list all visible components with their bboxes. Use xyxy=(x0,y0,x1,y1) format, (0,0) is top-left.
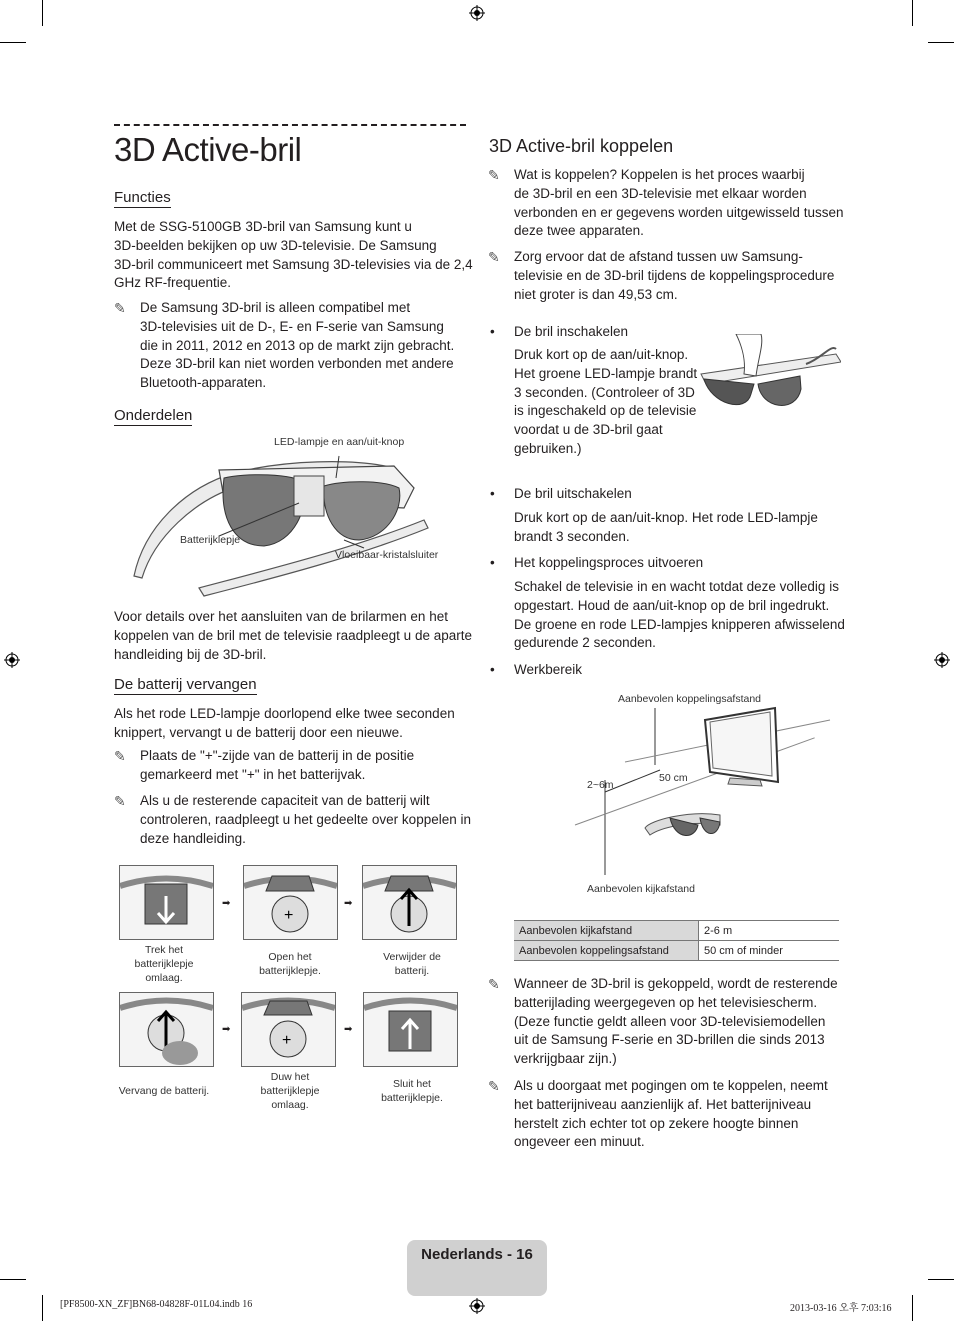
bullet-werkbereik xyxy=(490,662,583,677)
page-title: 3D Active-bril xyxy=(114,131,302,168)
text-line: controleren, raadpleegt u het gedeelte over koppelen in xyxy=(140,811,471,827)
text-line: batterijklepje xyxy=(134,958,194,970)
registration-mark-icon xyxy=(469,1298,485,1314)
koppelen-note-1 xyxy=(488,166,844,241)
label-battery-cover: Batterijklepje xyxy=(180,534,241,546)
text-line: opgestart. Houd de aan/uit-knop op de bril ingedrukt. xyxy=(514,597,830,613)
text-line: Druk kort op de aan/uit-knop. xyxy=(514,347,689,362)
text-line: Wanneer de 3D-bril is gekoppeld, wordt de resterende xyxy=(514,976,838,991)
text-line: televisie en de 3D-bril tijdens de koppelingsprocedure xyxy=(514,267,835,283)
text-line: Bluetooth-apparaten. xyxy=(140,375,267,391)
step-6-caption xyxy=(372,1077,452,1105)
text-line: deze handleiding. xyxy=(140,830,246,846)
text-line: gedurende 2 seconden. xyxy=(514,635,656,651)
functies-note xyxy=(114,299,455,393)
text-line: batterij. xyxy=(394,965,430,977)
details-text xyxy=(114,608,472,664)
text-line: Als het rode LED-lampje doorlopend elke twee seconden xyxy=(114,706,455,721)
step-arrow-icon: ➡ xyxy=(344,1024,353,1035)
bullet-bril-inschakelen xyxy=(490,324,629,339)
batterij-note-1 xyxy=(114,747,415,785)
pencil-note-icon: ✎ xyxy=(488,1078,500,1094)
text-line: Druk kort op de aan/uit-knop. Het rode LED-lampje xyxy=(514,510,818,525)
bullet3-text xyxy=(514,578,845,653)
text-line: koppelen van de bril met de televisie raadpleegt u de aparte xyxy=(114,627,472,643)
registration-mark-icon xyxy=(934,652,950,668)
battery-step-3-image xyxy=(362,865,457,940)
text-line: GHz RF-frequentie. xyxy=(114,275,232,291)
text-line: Wat is koppelen? Koppelen is het proces waarbij xyxy=(514,167,805,182)
bullet-title-text: Het koppelingsproces uitvoeren xyxy=(514,555,704,570)
label-2-6m: 2~6m xyxy=(587,779,614,791)
text-line: die in 2011, 2012 en 2013 op de markt zijn gebracht. xyxy=(140,337,455,353)
text-line: verkrijgbaar zijn.) xyxy=(514,1051,617,1067)
section-heading-batterij: De batterij vervangen xyxy=(114,676,257,693)
crop-mark xyxy=(928,42,954,43)
text-line: batterijklepje. xyxy=(381,1092,443,1104)
text-line: gebruiken.) xyxy=(514,440,582,456)
table-row xyxy=(514,941,839,961)
table-cell: 50 cm of minder xyxy=(699,941,840,961)
bullet-dot-icon: • xyxy=(490,486,495,501)
bullet-bril-uitschakelen xyxy=(490,486,632,501)
step-4-caption xyxy=(114,1084,214,1098)
section-heading-onderdelen: Onderdelen xyxy=(114,407,193,424)
text-line: verbonden en er gegevens worden uitgewisseld tussen xyxy=(514,204,844,220)
koppelen-note-4 xyxy=(488,1077,828,1152)
label-aanbevolen-kijkafstand: Aanbevolen kijkafstand xyxy=(587,883,695,895)
range-table xyxy=(514,920,839,961)
title-dashed-rule xyxy=(114,124,466,126)
text-line: gemarkeerd met "+" in het batterijvak. xyxy=(140,766,366,782)
text-line: brandt 3 seconden. xyxy=(514,528,630,544)
text-line: Deze 3D-bril kan niet worden verbonden met andere xyxy=(140,356,454,372)
text-line: De Samsung 3D-bril is alleen compatibel met xyxy=(140,300,411,315)
text-line: Open het xyxy=(268,951,312,963)
bullet-koppelingsproces xyxy=(490,555,704,570)
pencil-note-icon: ✎ xyxy=(488,249,500,265)
text-line: Als u de resterende capaciteit van de batterij wilt xyxy=(140,793,430,808)
koppelen-note-2 xyxy=(488,248,835,304)
text-line: batterijlading weergegeven op het televisiescherm. xyxy=(514,994,818,1010)
step-arrow-icon: ➡ xyxy=(222,898,231,909)
bullet1-text xyxy=(514,346,697,459)
glasses-parts-illustration xyxy=(124,448,454,598)
crop-mark xyxy=(912,0,913,26)
text-line: Met de SSG-5100GB 3D-bril van Samsung kunt u xyxy=(114,219,412,234)
table-cell: Aanbevolen kijkafstand xyxy=(514,921,699,941)
step-arrow-icon: ➡ xyxy=(344,898,353,909)
text-line: Plaats de "+"-zijde van de batterij in de positie xyxy=(140,748,415,763)
table-cell: 2-6 m xyxy=(699,921,840,941)
text-line: handleiding bij de 3D-bril. xyxy=(114,646,267,662)
label-50cm: 50 cm xyxy=(659,772,688,784)
crop-mark xyxy=(912,1295,913,1321)
text-line: niet groter is dan 49,53 cm. xyxy=(514,286,678,302)
table-cell: Aanbevolen koppelingsafstand xyxy=(514,941,699,961)
registration-mark-icon xyxy=(4,652,20,668)
step-2-caption xyxy=(250,950,330,978)
koppelen-note-3 xyxy=(488,975,838,1069)
text-line: Het groene LED-lampje brandt xyxy=(514,365,698,381)
pencil-note-icon: ✎ xyxy=(488,976,500,992)
section-heading-koppelen: 3D Active-bril koppelen xyxy=(489,136,674,156)
label-aanbevolen-koppelingsafstand: Aanbevolen koppelingsafstand xyxy=(618,693,762,705)
print-file-info: [PF8500-XN_ZF]BN68-04828F-01L04.indb 16 xyxy=(60,1299,253,1310)
pencil-note-icon: ✎ xyxy=(488,167,500,183)
label-lcd-shutter: Vloeibaar-kristalsluiter xyxy=(335,549,439,561)
bullet-title-text: De bril inschakelen xyxy=(514,324,629,339)
bullet-dot-icon: • xyxy=(490,324,495,339)
text-line: 3D-beelden bekijken op uw 3D-televisie. De Samsung xyxy=(114,237,437,253)
svg-text:+: + xyxy=(282,1032,292,1049)
battery-step-2-image xyxy=(243,865,338,940)
pencil-note-icon: ✎ xyxy=(114,300,126,316)
crop-mark xyxy=(0,42,26,43)
bullet2-text xyxy=(514,509,818,547)
section-heading-functies: Functies xyxy=(114,189,171,206)
text-line: ongeveer een minuut. xyxy=(514,1134,645,1150)
battery-step-5-image xyxy=(241,992,336,1067)
text-line: Sluit het xyxy=(393,1078,431,1090)
text-line: is ingeschakeld op de televisie xyxy=(514,403,697,419)
page-number: Nederlands - 16 xyxy=(421,1246,533,1263)
crop-mark xyxy=(42,0,43,26)
pencil-note-icon: ✎ xyxy=(114,793,126,809)
text-line: 3 seconden. (Controleer of 3D xyxy=(514,384,695,400)
text-line: De groene en rode LED-lampjes knipperen afwisselend xyxy=(514,616,845,632)
step-arrow-icon: ➡ xyxy=(222,1024,231,1035)
bullet-dot-icon: • xyxy=(490,555,495,570)
step-5-caption xyxy=(250,1070,330,1112)
text-line: Verwijder de xyxy=(383,951,441,963)
text-line: voordat u de 3D-bril gaat xyxy=(514,422,663,438)
text-line: (Deze functie geldt alleen voor 3D-televisiemodellen xyxy=(514,1013,826,1029)
svg-text:+: + xyxy=(284,907,294,924)
text-line: Zorg ervoor dat de afstand tussen uw Samsung- xyxy=(514,249,803,264)
text-line: deze twee apparaten. xyxy=(514,223,644,239)
step-3-caption xyxy=(372,950,452,978)
text-line: Schakel de televisie in en wacht totdat deze volledig is xyxy=(514,579,839,594)
print-timestamp: 2013-03-16 오후 7:03:16 xyxy=(790,1303,892,1314)
text-line: 3D-bril communiceert met Samsung 3D-televisies via de 2,4 xyxy=(114,256,473,272)
text-line: Als u doorgaat met pogingen om te koppelen, neemt xyxy=(514,1078,828,1093)
crop-mark xyxy=(0,1279,26,1280)
text-line: Voor details over het aansluiten van de brilarmen en het xyxy=(114,609,448,624)
text-line: knippert, vervangt u de batterij door een nieuwe. xyxy=(114,724,403,740)
battery-step-4-image xyxy=(119,992,214,1067)
bullet-title-text: De bril uitschakelen xyxy=(514,486,632,501)
text-line: Duw het xyxy=(270,1071,310,1083)
bullet-title-text: Werkbereik xyxy=(514,662,583,677)
batterij-note-2 xyxy=(114,792,471,848)
glasses-power-illustration xyxy=(696,334,841,422)
functies-text xyxy=(114,218,473,293)
crop-mark xyxy=(928,1279,954,1280)
text-line: batterijklepje. xyxy=(259,965,321,977)
battery-step-6-image xyxy=(363,992,458,1067)
text-line: 3D-televisies uit de D-, E- en F-serie van Samsung xyxy=(140,318,444,334)
text-line: batterijklepje xyxy=(260,1085,320,1097)
pencil-note-icon: ✎ xyxy=(114,748,126,764)
text-line: omlaag. xyxy=(271,1099,309,1111)
text-line: herstelt zich echter tot op zekere hoogte binnen xyxy=(514,1115,799,1131)
text-line: omlaag. xyxy=(145,972,183,984)
bullet-dot-icon: • xyxy=(490,662,495,677)
table-row xyxy=(514,921,839,941)
registration-mark-icon xyxy=(469,5,485,21)
label-led: LED-lampje en aan/uit-knop xyxy=(274,436,405,448)
text-line: Trek het xyxy=(144,944,184,956)
text-line: de 3D-bril en een 3D-televisie met elkaar worden xyxy=(514,185,807,201)
battery-step-1-image xyxy=(119,865,214,940)
text-line: het batterijniveau aanzienlijk af. Het batterijniveau xyxy=(514,1096,812,1112)
batterij-text xyxy=(114,705,455,743)
range-diagram xyxy=(570,700,840,890)
text-line: Vervang de batterij. xyxy=(118,1085,210,1097)
crop-mark xyxy=(42,1295,43,1321)
text-line: uit de Samsung F-serie en 3D-brillen die sinds 2013 xyxy=(514,1032,825,1048)
step-1-caption xyxy=(124,943,204,985)
